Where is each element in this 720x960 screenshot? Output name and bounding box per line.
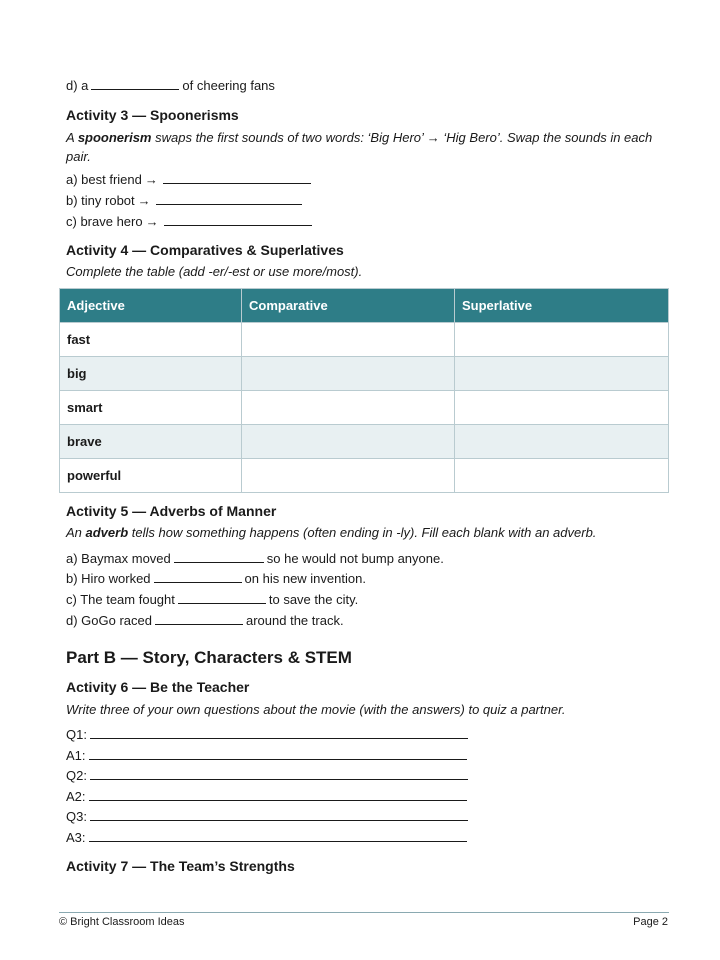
item-prefix: d) GoGo raced	[66, 613, 152, 628]
superlative-answer-cell[interactable]	[455, 323, 669, 357]
spoonerism-item-c	[66, 214, 315, 230]
table-row	[60, 323, 669, 357]
answer-blank[interactable]	[154, 572, 242, 583]
writing-line[interactable]	[89, 830, 467, 842]
adverb-item-b	[66, 571, 366, 587]
spoonerism-term: spoonerism	[77, 130, 152, 145]
intro-text: A	[66, 130, 78, 145]
comparative-answer-cell[interactable]	[242, 391, 455, 425]
writing-line[interactable]	[89, 789, 467, 801]
item-prefix: a) Baymax moved	[66, 551, 171, 566]
comparative-answer-cell[interactable]	[242, 459, 455, 493]
answer-blank[interactable]	[163, 173, 311, 184]
adverb-term: adverb	[85, 525, 129, 540]
row-label: A2:	[66, 789, 86, 804]
intro-text: tells how something happens (often ending in -ly). Fill each blank with an adverb.	[128, 525, 597, 540]
comparative-answer-cell[interactable]	[242, 323, 455, 357]
intro-text: An	[66, 525, 86, 540]
question-row-q3	[66, 809, 468, 825]
item-prefix: c) The team fought	[66, 592, 175, 607]
table-row	[60, 357, 669, 391]
adverb-item-d	[66, 613, 344, 629]
header-adjective: Adjective	[60, 289, 242, 323]
item-label: c) brave hero	[66, 214, 143, 229]
adjective-cell: powerful	[60, 459, 242, 493]
row-label: Q2:	[66, 768, 87, 783]
answer-blank[interactable]	[164, 215, 312, 226]
answer-blank[interactable]	[155, 614, 243, 625]
item-suffix: of cheering fans	[182, 78, 275, 93]
adverb-item-a	[66, 551, 444, 567]
page-number: Page 2	[633, 916, 668, 928]
activity5-heading: Activity 5 — Adverbs of Manner	[66, 503, 277, 519]
activity6-instructions: Write three of your own questions about the movie (with the answers) to quiz a partner.	[66, 702, 566, 717]
writing-line[interactable]	[89, 748, 467, 760]
table-row	[60, 425, 669, 459]
arrow-icon: →	[137, 193, 151, 208]
answer-blank[interactable]	[178, 593, 266, 604]
adjective-cell: smart	[60, 391, 242, 425]
superlative-answer-cell[interactable]	[455, 357, 669, 391]
answer-row-a3	[66, 830, 467, 846]
table-header-row	[60, 289, 669, 323]
answer-blank[interactable]	[91, 79, 179, 90]
comparative-answer-cell[interactable]	[242, 357, 455, 391]
row-label: A3:	[66, 830, 86, 845]
superlative-answer-cell[interactable]	[455, 391, 669, 425]
arrow-icon: →	[145, 214, 159, 229]
answer-row-a1	[66, 748, 467, 764]
activity5-instructions	[66, 523, 656, 542]
footer-divider	[59, 912, 669, 913]
arrow-icon: →	[144, 172, 158, 187]
item-suffix: on his new invention.	[244, 571, 366, 586]
writing-line[interactable]	[90, 768, 468, 780]
footer-copyright: © Bright Classroom Ideas	[59, 916, 185, 928]
item-suffix: so he would not bump anyone.	[266, 551, 444, 566]
activity2-item-d	[66, 78, 275, 94]
adjective-cell: brave	[60, 425, 242, 459]
spoonerism-item-a	[66, 172, 314, 188]
table-row	[60, 391, 669, 425]
activity3-heading: Activity 3 — Spoonerisms	[66, 107, 239, 123]
question-row-q2	[66, 768, 468, 784]
writing-line[interactable]	[90, 727, 468, 739]
activity7-heading: Activity 7 — The Team’s Strengths	[66, 858, 295, 874]
adjective-cell: big	[60, 357, 242, 391]
answer-row-a2	[66, 789, 467, 805]
part-b-heading: Part B — Story, Characters & STEM	[66, 648, 352, 667]
item-prefix: b) Hiro worked	[66, 571, 151, 586]
activity6-heading: Activity 6 — Be the Teacher	[66, 679, 250, 695]
superlative-answer-cell[interactable]	[455, 459, 669, 493]
item-prefix: d) a	[66, 78, 89, 93]
activity4-heading: Activity 4 — Comparatives & Superlatives	[66, 242, 344, 258]
table-row	[60, 459, 669, 493]
row-label: A1:	[66, 748, 86, 763]
answer-blank[interactable]	[156, 194, 302, 205]
item-label: b) tiny robot	[66, 193, 135, 208]
comparatives-table	[59, 288, 669, 493]
adverb-item-c	[66, 592, 358, 608]
row-label: Q1:	[66, 727, 87, 742]
superlative-answer-cell[interactable]	[455, 425, 669, 459]
question-row-q1	[66, 727, 468, 743]
activity4-instructions: Complete the table (add -er/-est or use more/most).	[66, 264, 363, 279]
intro-text: swaps the first sounds of two words: ‘Big Hero’ → ‘Hig Bero’. Swap the sounds in each pair.	[66, 130, 653, 164]
row-label: Q3:	[66, 809, 87, 824]
comparative-answer-cell[interactable]	[242, 425, 455, 459]
writing-line[interactable]	[90, 809, 468, 821]
header-superlative: Superlative	[455, 289, 669, 323]
header-comparative: Comparative	[242, 289, 455, 323]
item-suffix: to save the city.	[268, 592, 359, 607]
activity3-instructions	[66, 128, 656, 166]
adjective-cell: fast	[60, 323, 242, 357]
answer-blank[interactable]	[174, 552, 264, 563]
item-label: a) best friend	[66, 172, 142, 187]
item-suffix: around the track.	[246, 613, 344, 628]
spoonerism-item-b	[66, 193, 305, 209]
